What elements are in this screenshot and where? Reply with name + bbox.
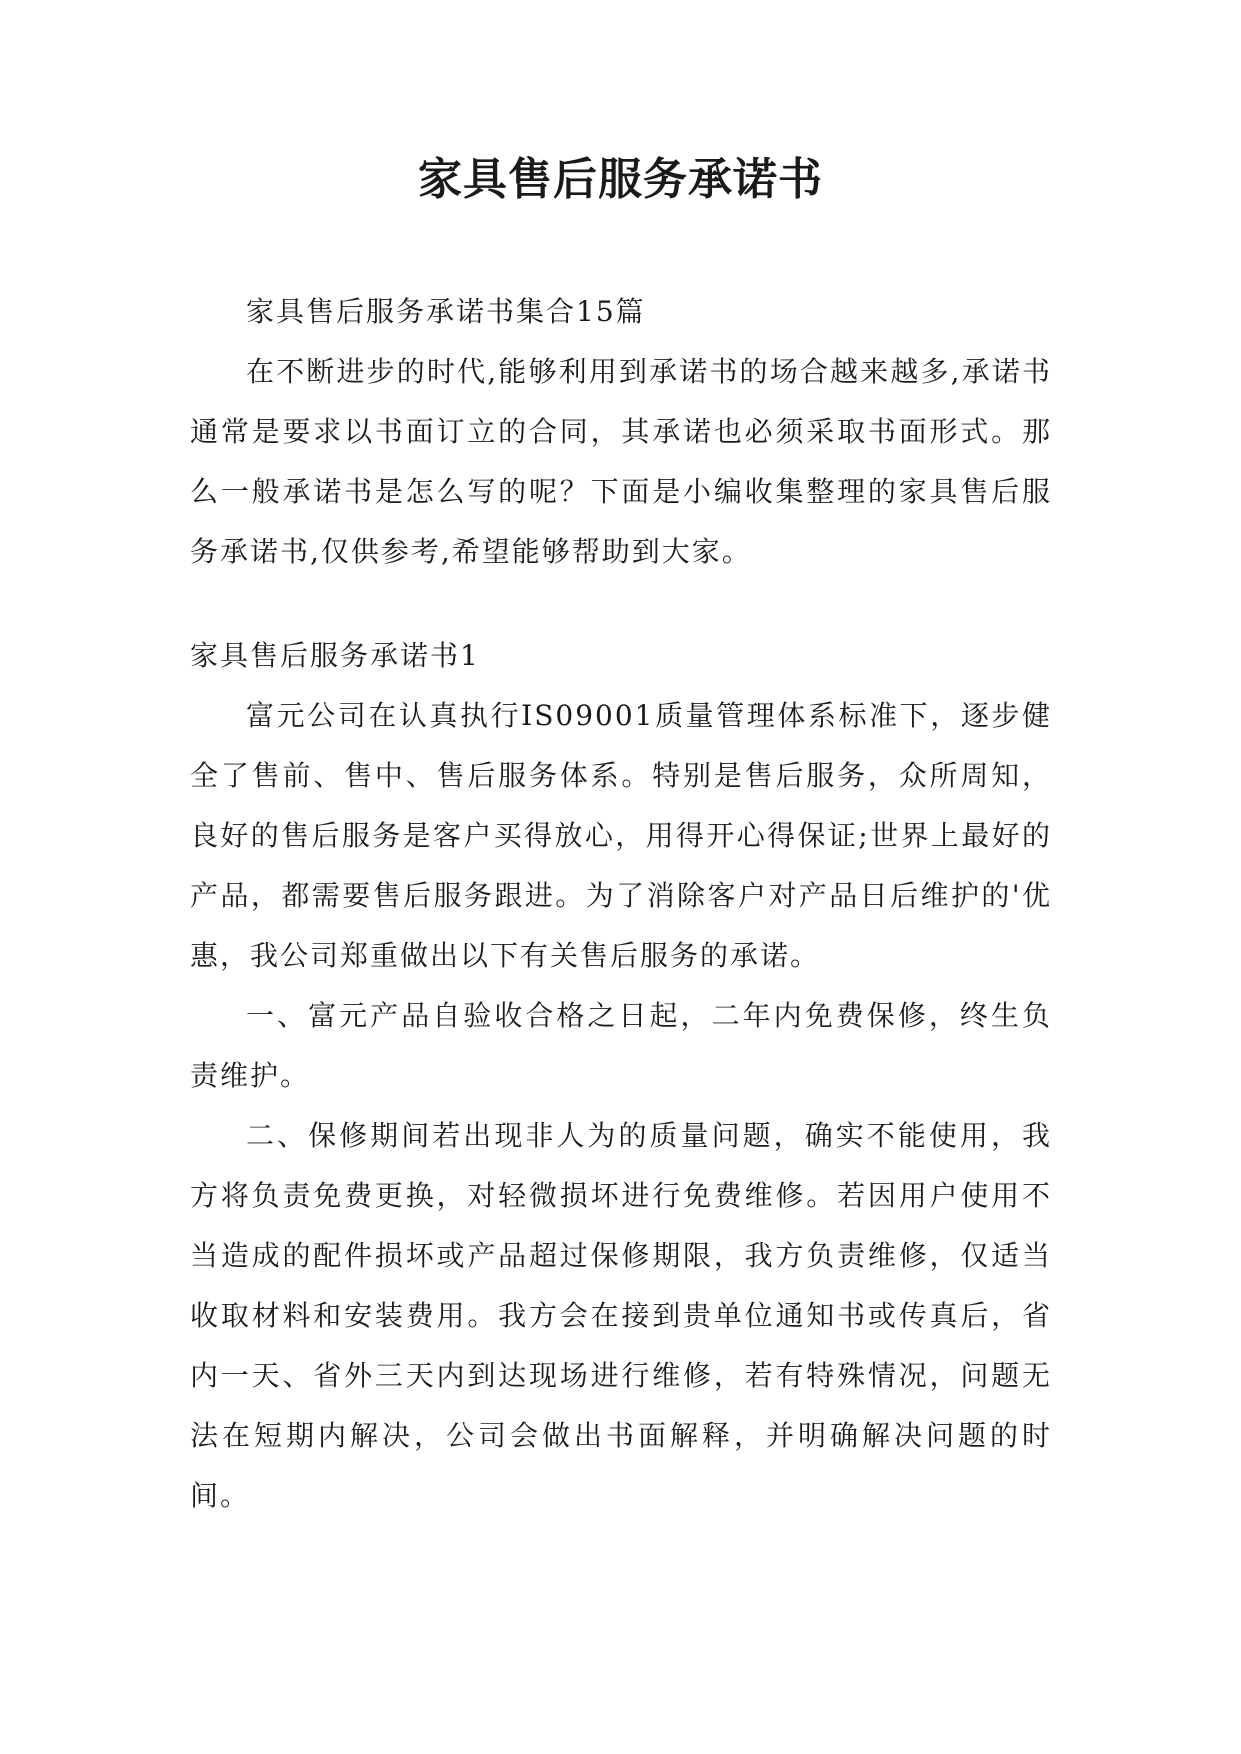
body-paragraph-1: 富元公司在认真执行IS09001质量管理体系标准下，逐步健全了售前、售中、售后服务体系。特别是售后服务，众所周知，良好的售后服务是客户买得放心，用得开心得保证;世界上最好的产品，都需要售后服务跟进。为了消除客户对产品日后维护的'优惠，我公司郑重做出以下有关售后服务的承诺。 [190, 699, 1052, 972]
body-paragraph-2: 一、富元产品自验收合格之日起，二年内免费保修，终生负责维护。 [190, 999, 1052, 1092]
section-heading: 家具售后服务承诺书1 [190, 639, 480, 672]
intro-paragraph: 在不断进步的时代,能够利用到承诺书的场合越来越多,承诺书通常是要求以书面订立的合同，其承诺也必须采取书面形式。那么一般承诺书是怎么写的呢？下面是小编收集整理的家具售后服务承诺书,仅供参考,希望能够帮助到大家。 [190, 355, 1052, 568]
body-paragraph-3: 二、保修期间若出现非人为的质量问题，确实不能使用，我方将负责免费更换，对轻微损坏进行免费维修。若因用户使用不当造成的配件损坏或产品超过保修期限，我方负责维修，仅适当收取材料和安装费用。我方会在接到贵单位通知书或传真后，省内一天、省外三天内到达现场进行维修，若有特殊情况，问题无法在短期内解决，公司会做出书面解释，并明确解决问题的时间。 [190, 1119, 1052, 1512]
document-body [190, 282, 1052, 1526]
collection-subtitle: 家具售后服务承诺书集合15篇 [246, 295, 646, 328]
document-title: 家具售后服务承诺书 [418, 154, 823, 205]
